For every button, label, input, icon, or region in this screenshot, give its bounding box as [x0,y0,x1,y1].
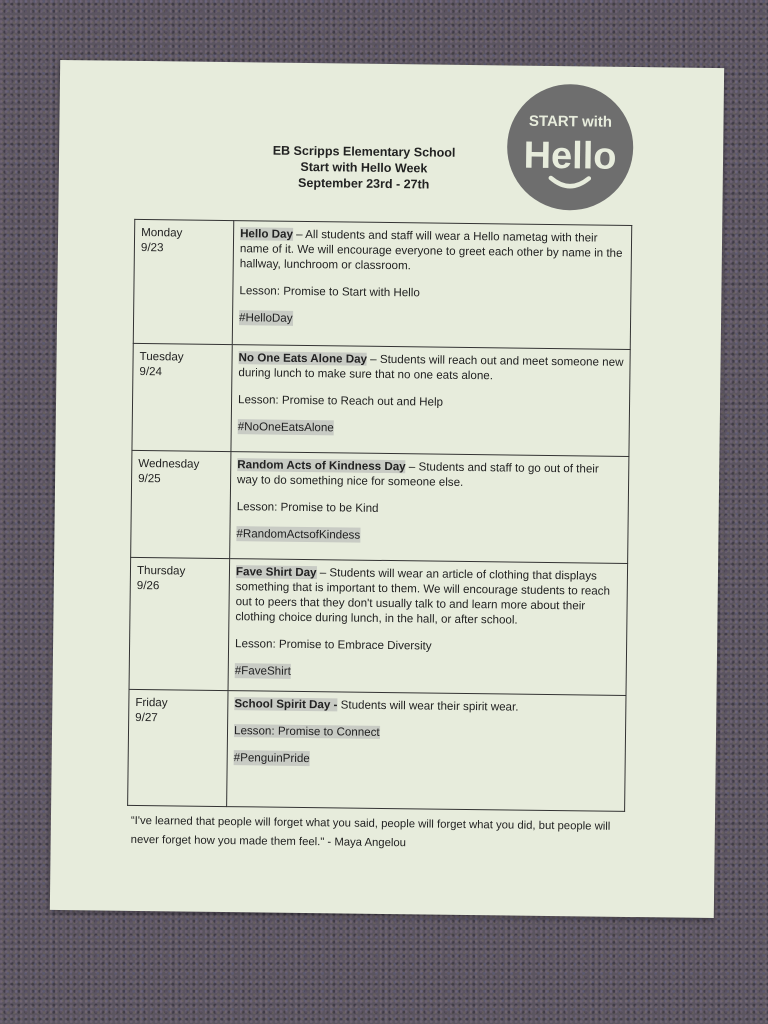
day-cell [129,557,230,690]
lesson-text: Lesson: Promise to be Kind [236,500,379,515]
logo-graphic [506,83,634,211]
activity-description: – Students will reach out and meet someone new during lunch to make sure that no one eats alone. [238,352,624,383]
day-cell [131,450,231,558]
quote-text: “I've learned that people will forget what you said, people will forget what you did, but people will never forget how you made them feel." - Maya Angelou [130,814,611,850]
table-row [129,557,628,695]
activity-cell [232,221,631,350]
lesson-text: Lesson: Promise to Reach out and Help [238,393,444,409]
school-name: EB Scripps Elementary School [272,143,456,160]
activity-title: Hello Day [240,227,294,241]
hashtag: #PenguinPride [233,751,310,766]
schedule-table [127,219,632,812]
activity-title: No One Eats Alone Day [238,351,368,366]
activity-cell [227,691,626,812]
lesson-text: Lesson: Promise to Embrace Diversity [235,637,432,653]
hashtag: #FaveShirt [234,664,291,678]
day-date: 9/24 [139,364,163,379]
flyer-paper [50,60,724,918]
activity-description: – Students and staff to go out of their way to do something nice for someone else. [237,460,599,489]
activity-description: Students will wear their spirit wear. [337,698,519,714]
day-name: Thursday [136,563,186,578]
day-date: 9/23 [140,240,164,255]
day-name: Wednesday [138,456,200,471]
activity-title: Fave Shirt Day [235,565,317,580]
activity-title: Random Acts of Kindness Day [237,458,406,474]
table-row [133,219,631,349]
activity-cell [230,452,629,564]
hashtag: #RandomActsofKindess [236,527,361,542]
logo-line2: Hello [523,134,617,178]
day-date: 9/25 [138,471,161,486]
table-row [131,450,629,563]
activity-description: – All students and staff will wear a Hello nametag with their name of it. We will encourage everyone to greet each other by name in the hallway, lunchroom or classroom. [239,227,623,273]
day-cell [128,689,228,806]
lesson-text: Lesson: Promise to Start with Hello [239,284,420,300]
activity-description: – Students will wear an article of clothing that displays something that is important to them. We will encourage students to reach out to peers that they don't usually talk to and learn more about their clothing choice during lunch, in the hall, or after school. [235,566,611,627]
table-row [128,689,626,811]
activity-cell [228,559,628,696]
event-name: Start with Hello Week [300,159,428,176]
day-name: Monday [141,225,183,240]
start-with-hello-logo [506,83,634,211]
logo-line1: START with [528,112,613,131]
table-row [132,343,630,456]
hashtag: #HelloDay [239,311,293,325]
day-cell [132,343,232,451]
activity-cell [231,345,630,457]
smile-icon [551,178,589,186]
day-date: 9/26 [136,578,160,593]
day-name: Friday [135,695,168,710]
activity-title: School Spirit Day - [234,697,338,712]
day-date: 9/27 [135,710,158,725]
lesson-text: Lesson: Promise to Connect [233,724,380,739]
event-dates: September 23rd - 27th [297,175,430,192]
day-cell [133,219,234,344]
hashtag: #NoOneEatsAlone [237,420,334,435]
day-name: Tuesday [139,349,184,364]
flyer-header [209,142,520,194]
